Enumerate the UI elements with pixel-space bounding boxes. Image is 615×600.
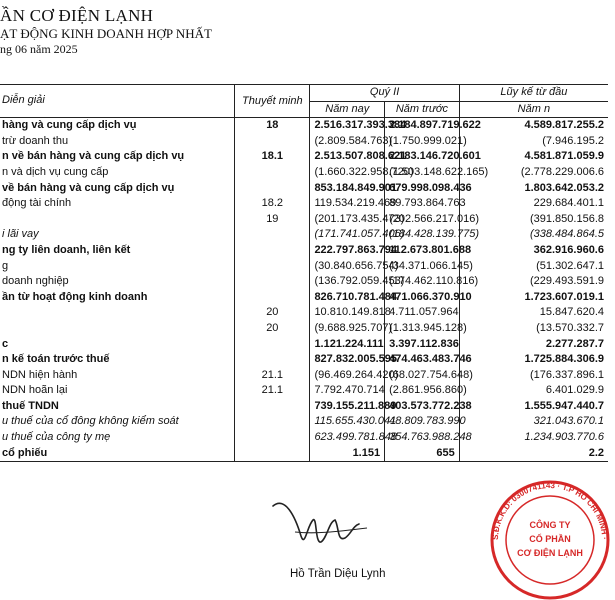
row-description: doanh nghiệp [2,275,69,288]
row-description: trừ doanh thu [2,134,69,147]
column-header-description: Diễn giải [0,85,235,118]
row-value-this-year: 7.792.470.714 [310,383,385,399]
row-value-ytd: 4.589.817.255.2 [459,118,608,134]
row-description: NDN hoãn lại [2,384,68,397]
table-row [0,399,608,415]
row-note [235,430,310,446]
row-value-this-year: 739.155.211.889 [310,399,385,415]
row-note [235,446,310,462]
row-value-prev-year: (174.462.110.816) [385,274,460,290]
row-value-ytd: 6.401.029.9 [459,383,608,399]
row-value-this-year: 1.121.224.111 [310,337,385,353]
row-value-this-year: 2.516.317.393.384 [310,118,385,134]
table-row [0,414,608,430]
row-value-prev-year: (34.371.066.145) [385,259,460,275]
row-description: n về bán hàng và cung cấp dịch vụ [2,150,185,163]
table-row [0,134,608,150]
handwritten-signature [255,486,395,566]
row-value-this-year: (171.741.057.406) [310,227,385,243]
column-header-ytd-year: Năm n [459,101,608,118]
table-row [0,165,608,181]
signer-name: Hồ Trần Diệu Lynh [290,568,386,580]
row-description: hàng và cung cấp dịch vụ [2,119,137,132]
table-row [0,212,608,228]
row-note [235,414,310,430]
table-row [0,337,608,353]
table-row [0,368,608,384]
row-description: về bán hàng và cung cấp dịch vụ [2,181,175,194]
row-note [235,399,310,415]
row-value-this-year: (2.809.584.763) [310,134,385,150]
row-value-prev-year: 354.763.988.248 [385,430,460,446]
table-row [0,305,608,321]
row-value-ytd: 1.234.903.770.6 [459,430,608,446]
row-value-prev-year: 2.184.897.719.622 [385,118,460,134]
row-value-ytd: (229.493.591.9 [459,274,608,290]
row-description: động tài chính [2,197,72,210]
row-value-this-year: 853.184.849.901 [310,181,385,197]
row-value-ytd: 2.2 [459,446,608,462]
row-value-prev-year: (1.750.999.021) [385,134,460,150]
row-value-ytd: (2.778.229.006.6 [459,165,608,181]
row-description: u thuế của cổ đông không kiểm soát [2,415,179,428]
row-value-prev-year: (184.428.139.775) [385,227,460,243]
row-value-ytd: 229.684.401.1 [459,196,608,212]
row-value-this-year: 2.513.507.808.621 [310,149,385,165]
seal-line-1: CÔNG TY [529,520,571,530]
row-value-ytd: 362.916.960.6 [459,243,608,259]
row-value-this-year: (136.792.059.453) [310,274,385,290]
table-row [0,243,608,259]
row-value-ytd: (7.946.195.2 [459,134,608,150]
row-value-ytd: 1.725.884.306.9 [459,352,608,368]
row-value-prev-year: 2.183.146.720.601 [385,149,460,165]
row-note: 21.1 [235,383,310,399]
row-note: 19 [235,212,310,228]
row-value-ytd: 4.581.871.059.9 [459,149,608,165]
table-row [0,149,608,165]
row-note: 18.2 [235,196,310,212]
row-note: 20 [235,321,310,337]
row-description: cổ phiếu [0,446,235,462]
table-row [0,290,608,306]
row-description: n kế toán trước thuế [2,353,110,366]
row-note [235,243,310,259]
seal-line-3: CƠ ĐIỆN LẠNH [517,548,583,558]
seal-ring-text: S.Đ.K.K.D: 0300741143 · T.P HỒ CHÍ MINH · [490,480,610,541]
row-description: ng ty liên doanh, liên kết [2,243,131,256]
company-seal [485,480,615,600]
row-value-this-year: (30.840.656.754) [310,259,385,275]
row-note [235,337,310,353]
signature-area [0,480,610,600]
row-value-prev-year: 679.998.098.436 [385,181,460,197]
row-description: n và dịch vụ cung cấp [2,165,109,178]
row-description: thuế TNDN [2,399,59,412]
seal-line-2: CỔ PHẦN [529,534,571,544]
row-value-this-year: 826.710.781.484 [310,290,385,306]
row-value-ytd: 1.803.642.053.2 [459,181,608,197]
row-value-ytd: (338.484.864.5 [459,227,608,243]
row-value-this-year: 623.499.781.848 [310,430,385,446]
row-note: 20 [235,305,310,321]
table-row [0,352,608,368]
column-header-quarter: Quý II [310,85,459,102]
row-value-this-year: (9.688.925.707) [310,321,385,337]
row-value-prev-year: 112.673.801.688 [385,243,460,259]
svg-text:S.Đ.K.K.D: 0300741143 · T.P HỒ [491,481,609,540]
table-row [0,383,608,399]
row-note [235,227,310,243]
row-description [0,305,235,321]
row-value-prev-year: 3.397.112.836 [385,337,460,353]
row-value-this-year: 119.534.219.469 [310,196,385,212]
table-row [0,274,608,290]
row-value-ytd: 1.723.607.019.1 [459,290,608,306]
row-value-prev-year: 474.463.483.746 [385,352,460,368]
row-note: 21.1 [235,368,310,384]
row-value-ytd: 15.847.620.4 [459,305,608,321]
column-header-note: Thuyết minh [235,85,310,118]
row-value-ytd: (176.337.896.1 [459,368,608,384]
row-description: u thuế của công ty mẹ [2,431,111,444]
row-value-prev-year: 4.711.057.964 [385,305,460,321]
income-statement-table [0,84,608,462]
table-row [0,430,608,446]
row-note [235,290,310,306]
table-row [0,196,608,212]
row-value-this-year: 827.832.005.595 [310,352,385,368]
row-value-prev-year: 48.809.783.990 [385,414,460,430]
row-value-this-year: 10.810.149.818 [310,305,385,321]
row-value-prev-year: 471.066.370.910 [385,290,460,306]
column-header-ytd: Lũy kế từ đầu [459,85,608,102]
row-value-ytd: (51.302.647.1 [459,259,608,275]
row-value-prev-year: (1.503.148.622.165) [385,165,460,181]
table-row [0,446,608,462]
column-header-this-year: Năm nay [310,101,385,118]
report-title: ẠT ĐỘNG KINH DOANH HỢP NHẤT [0,26,212,41]
table-row [0,321,608,337]
row-note [235,259,310,275]
column-header-prev-year: Năm trước [385,101,460,118]
row-note [235,181,310,197]
row-value-this-year: 115.655.430.041 [310,414,385,430]
row-description: g [2,259,9,272]
row-value-this-year: 1.151 [310,446,385,462]
row-description: i lãi vay [2,228,39,241]
row-value-prev-year: (1.313.945.128) [385,321,460,337]
row-note [235,352,310,368]
row-value-this-year: 222.797.863.794 [310,243,385,259]
row-description: ần từ hoạt động kinh doanh [2,290,148,303]
row-value-prev-year: 655 [385,446,460,462]
row-value-ytd: 2.277.287.7 [459,337,608,353]
row-value-ytd: (13.570.332.7 [459,321,608,337]
row-value-ytd: 321.043.670.1 [459,414,608,430]
table-body [0,118,608,462]
row-description [0,321,235,337]
report-period: ng 06 năm 2025 [0,42,78,56]
table-row [0,259,608,275]
row-value-prev-year: (202.566.217.016) [385,212,460,228]
row-value-this-year: (1.660.322.958.720) [310,165,385,181]
row-value-ytd: 1.555.947.440.7 [459,399,608,415]
row-value-prev-year: 403.573.772.238 [385,399,460,415]
row-value-ytd: (391.850.156.8 [459,212,608,228]
row-value-this-year: (201.173.435.473) [310,212,385,228]
table-row [0,227,608,243]
row-note: 18.1 [235,149,310,165]
row-value-this-year: (96.469.264.420) [310,368,385,384]
row-note [235,274,310,290]
row-value-prev-year: (2.861.956.860) [385,383,460,399]
row-description [0,212,235,228]
table-row [0,181,608,197]
row-value-prev-year: (68.027.754.648) [385,368,460,384]
company-name: ẦN CƠ ĐIỆN LẠNH [0,6,154,25]
row-description: c [2,337,9,350]
row-value-prev-year: 89.793.864.763 [385,196,460,212]
row-note: 18 [235,118,310,134]
table-row [0,118,608,134]
row-note [235,165,310,181]
row-description: NDN hiện hành [2,368,78,381]
row-note [235,134,310,150]
